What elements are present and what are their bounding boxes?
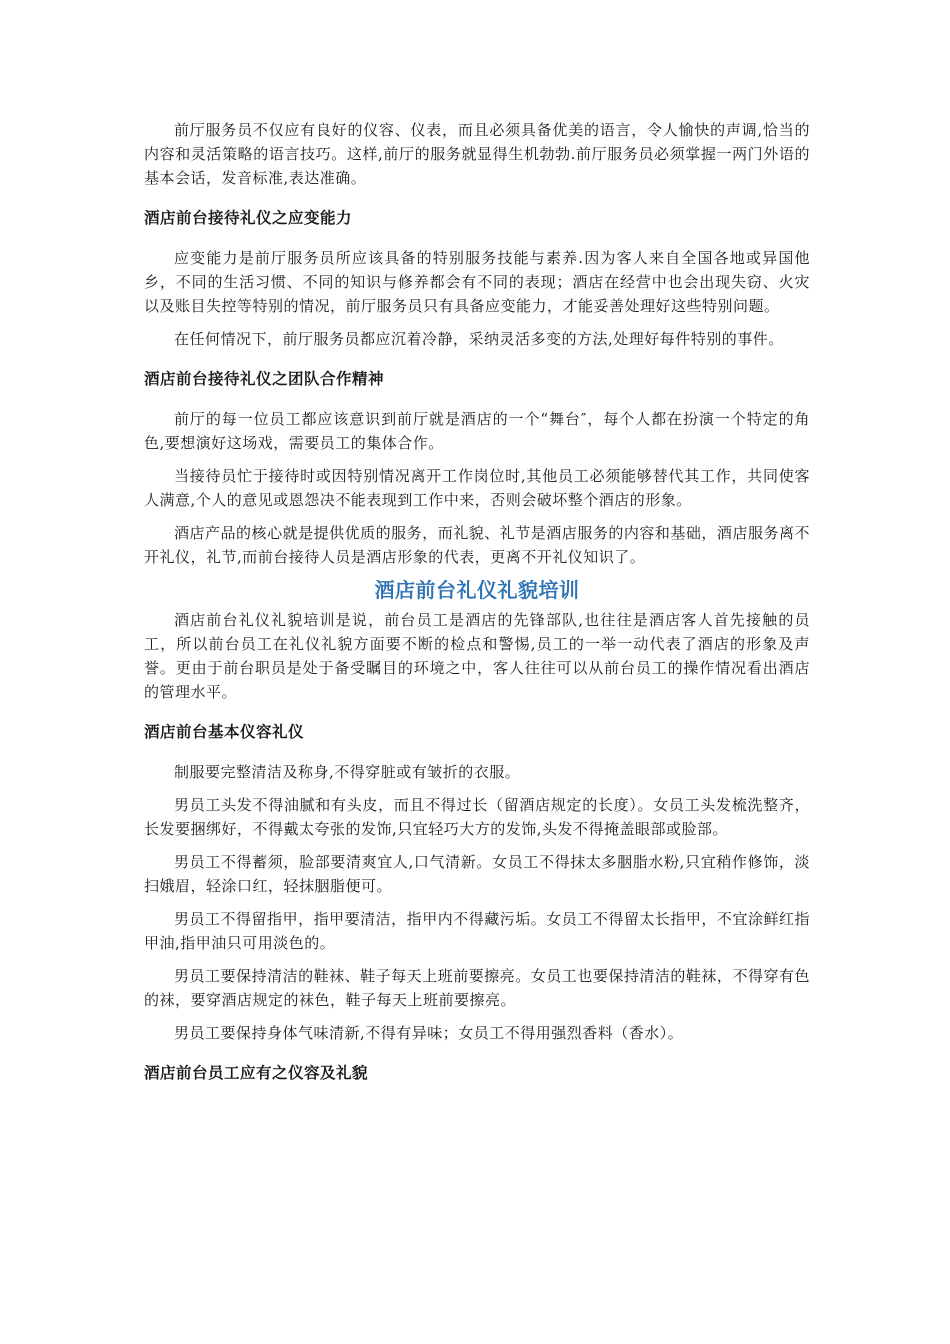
section-heading-grooming: 酒店前台基本仪容礼仪 — [144, 723, 305, 741]
paragraph: 应变能力是前厅服务员所应该具备的特别服务技能与素养.因为客人来自全国各地或异国他乡，不同的生活习惯、不同的知识与修养都会有不同的表现；酒店在经营中也会出现失窃、火灾以及账目失控等特别的情况，前厅服务员只有具备应变能力，才能妥善处理好这些特别问题。 — [144, 249, 810, 315]
paragraph: 男员工头发不得油腻和有头皮，而且不得过长（留酒店规定的长度）。女员工头发梳洗整齐，长发要捆绑好，不得戴太夸张的发饰,只宜轻巧大方的发饰,头发不得掩盖眼部或脸部。 — [144, 796, 810, 838]
paragraph: 当接待员忙于接待时或因特别情况离开工作岗位时,其他员工必须能够替代其工作，共同使客人满意,个人的意见或恩怨决不能表现到工作中来，否则会破坏整个酒店的形象。 — [144, 467, 810, 509]
paragraph: 酒店前台礼仪礼貌培训是说，前台员工是酒店的先锋部队,也往往是酒店客人首先接触的员工，所以前台员工在礼仪礼貌方面要不断的检点和警惕,员工的一举一动代表了酒店的形象及声誉。更由于前台职员是处于备受瞩目的环境之中，客人往往可以从前台员工的操作情况看出酒店的管理水平。 — [144, 611, 810, 701]
paragraph: 男员工要保持身体气味清新,不得有异味；女员工不得用强烈香料（香水）。 — [174, 1024, 684, 1042]
section-heading-teamwork: 酒店前台接待礼仪之团队合作精神 — [144, 370, 385, 388]
paragraph: 前厅服务员不仅应有良好的仪容、仪表，而且必须具备优美的语言，令人愉快的声调,恰当的内容和灵活策略的语言技巧。这样,前厅的服务就显得生机勃勃.前厅服务员必须掌握一两门外语的基本会话，发音标准,表达准确。 — [144, 121, 810, 187]
paragraph: 前厅的每一位员工都应该意识到前厅就是酒店的一个“舞台″，每个人都在扮演一个特定的角色,要想演好这场戏，需要员工的集体合作。 — [144, 410, 810, 452]
paragraph: 制服要完整清洁及称身,不得穿脏或有皱折的衣服。 — [174, 763, 521, 781]
section-heading-adaptability: 酒店前台接待礼仪之应变能力 — [144, 209, 353, 227]
document-page — [144, 118, 810, 1101]
paragraph: 酒店产品的核心就是提供优质的服务，而礼貌、礼节是酒店服务的内容和基础，酒店服务离不开礼仪，礼节,而前台接待人员是酒店形象的代表，更离不开礼仪知识了。 — [144, 524, 810, 566]
section-heading-appearance-manners: 酒店前台员工应有之仪容及礼貌 — [144, 1064, 369, 1082]
paragraph: 男员工不得留指甲，指甲要清洁，指甲内不得藏污垢。女员工不得留太长指甲，不宜涂鲜红指甲油,指甲油只可用淡色的。 — [144, 910, 810, 952]
paragraph: 男员工不得蓄须，脸部要清爽宜人,口气清新。女员工不得抹太多胭脂水粉,只宜稍作修饰，淡扫娥眉，轻涂口红，轻抹胭脂便可。 — [144, 853, 810, 895]
document-title: 酒店前台礼仪礼貌培训 — [374, 578, 580, 602]
paragraph: 在任何情况下，前厅服务员都应沉着冷静，采纳灵活多变的方法,处理好每件特别的事件。 — [174, 330, 784, 348]
paragraph: 男员工要保持清洁的鞋袜、鞋子每天上班前要擦亮。女员工也要保持清洁的鞋袜，不得穿有色的袜，要穿酒店规定的袜色，鞋子每天上班前要擦亮。 — [144, 967, 810, 1009]
